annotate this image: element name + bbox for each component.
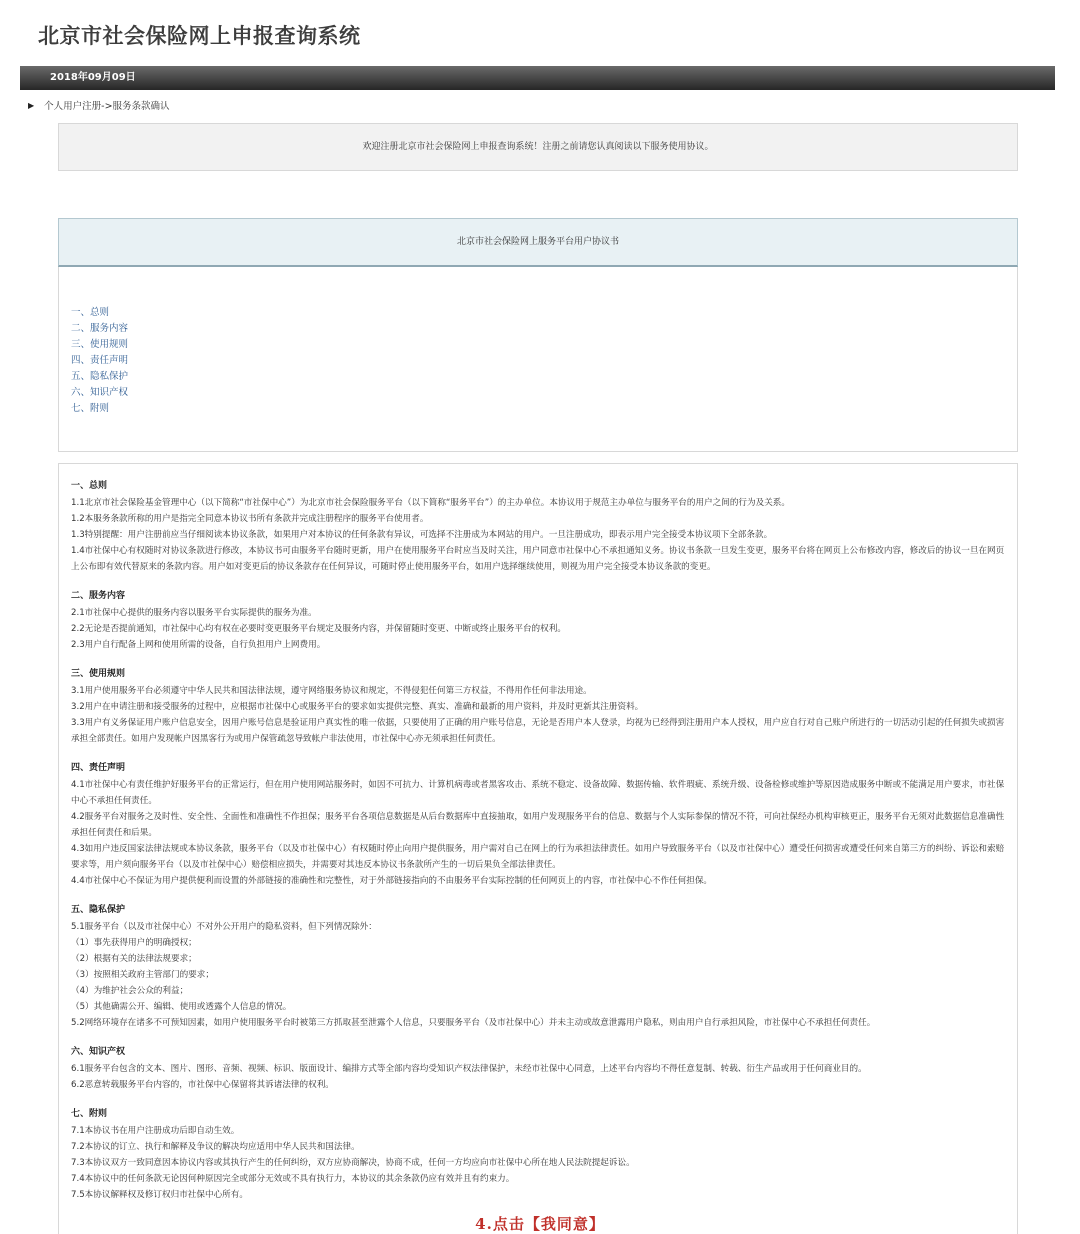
term-item: 2.1市社保中心提供的服务内容以服务平台实际提供的服务为准。: [71, 608, 317, 618]
section-title: 四、责任声明: [71, 763, 126, 773]
terms-content: [58, 463, 1018, 1234]
term-item: 4.4市社保中心不保证为用户提供便利而设置的外部链接的准确性和完整性，对于外部链接指向的不由服务平台实际控制的任何网页上的内容，市社保中心不作任何担保。: [71, 876, 713, 886]
term-item: （5）其他确需公开、编辑、使用或透露个人信息的情况。: [71, 1002, 292, 1012]
term-item: 3.2用户在申请注册和接受服务的过程中，应根据市社保中心或服务平台的要求如实提供完整、真实、准确和最新的用户资料，并及时更新其注册资料。: [71, 702, 644, 712]
section-service-content: [71, 588, 1005, 653]
term-item: 7.2本协议的订立、执行和解释及争议的解决均应适用中华人民共和国法律。: [71, 1142, 360, 1152]
agreement-title: 北京市社会保险网上服务平台用户协议书: [58, 218, 1018, 267]
toc-link-liability[interactable]: 四、责任声明: [71, 355, 129, 366]
term-item: 1.2本服务条款所称的用户是指完全同意本协议书所有条款并完成注册程序的服务平台使用者。: [71, 514, 429, 524]
term-item: 3.1用户使用服务平台必须遵守中华人民共和国法律法规，遵守网络服务协议和规定，不得侵犯任何第三方权益，不得用作任何非法用途。: [71, 686, 592, 696]
section-title: 五、隐私保护: [71, 905, 126, 915]
section-title: 三、使用规则: [71, 669, 126, 679]
section-liability: [71, 760, 1005, 889]
term-item: 4.2服务平台对服务之及时性、安全性、全面性和准确性不作担保；服务平台各项信息数据是从后台数据库中直接抽取，如用户发现服务平台的信息、数据与个人实际参保的情况不符，可向社保经办机构审核更正，服务平台无须对此数据信息准确性承担任何责任和后果。: [71, 812, 1005, 838]
current-date: 2018年09月09日: [50, 72, 136, 83]
toc-link-privacy[interactable]: 五、隐私保护: [71, 371, 129, 382]
term-item: 7.1本协议书在用户注册成功后即自动生效。: [71, 1126, 240, 1136]
breadcrumb-text: 个人用户注册->服务条款确认: [44, 101, 170, 112]
breadcrumb: [28, 98, 170, 112]
term-item: 4.1市社保中心有责任维护好服务平台的正常运行，但在用户使用网站服务时，如因不可抗力、计算机病毒或者黑客攻击、系统不稳定、设备故障、数据传输、软件瑕疵、系统升级、设备检修或维护等原因造成服务中断或不能满足用户要求，市社保中心不承担任何责任。: [71, 780, 1005, 806]
table-of-contents: [58, 267, 1018, 452]
section-title: 七、附则: [71, 1109, 108, 1119]
term-item: 1.1北京市社会保险基金管理中心（以下简称“市社保中心”）为北京市社会保险服务平台（以下简称“服务平台”）的主办单位。本协议用于规范主办单位与服务平台的用户之间的行为及关系。: [71, 498, 790, 508]
welcome-notice: 欢迎注册北京市社会保险网上申报查询系统！注册之前请您认真阅读以下服务使用协议。: [58, 123, 1018, 171]
site-title: 北京市社会保险网上申报查询系统: [38, 24, 361, 48]
section-general: [71, 478, 1005, 575]
section-privacy: [71, 902, 1005, 1031]
instruction-annotation: 4.点击【我同意】: [475, 1215, 605, 1233]
term-item: （1）事先获得用户的明确授权；: [71, 938, 197, 948]
term-item: 1.4市社保中心有权随时对协议条款进行修改，本协议书可由服务平台随时更新，用户在使用服务平台时应当及时关注，用户同意市社保中心不承担通知义务。协议书条款一旦发生变更，服务平台将在网页上公布修改内容，修改后的协议一旦在网页上公布即有效代替原来的条款内容。用户如对变更后的协议条款存在任何异议，可随时停止使用服务平台，如用户选择继续使用，则视为用户完全接受本协议条款的变更。: [71, 546, 1005, 572]
term-item: 6.2恶意转载服务平台内容的，市社保中心保留将其诉诸法律的权利。: [71, 1080, 334, 1090]
section-title: 一、总则: [71, 481, 108, 491]
term-item: （2）根据有关的法律法规要求；: [71, 954, 197, 964]
term-item: （3）按照相关政府主管部门的要求；: [71, 970, 214, 980]
section-usage-rules: [71, 666, 1005, 747]
toc-link-service-content[interactable]: 二、服务内容: [71, 323, 129, 334]
term-item: 7.4本协议中的任何条款无论因何种原因完全或部分无效或不具有执行力，本协议的其余条款仍应有效并且有约束力。: [71, 1174, 515, 1184]
term-item: 5.2网络环境存在诸多不可预知因素，如用户使用服务平台时被第三方抓取甚至泄露个人信息，只要服务平台（及市社保中心）并未主动或故意泄露用户隐私，则由用户自行承担风险，市社保中心不承担任何责任。: [71, 1018, 876, 1028]
section-supplementary: [71, 1106, 1005, 1203]
toc-link-supplementary[interactable]: 七、附则: [71, 403, 110, 414]
section-ip: [71, 1044, 1005, 1093]
term-item: 7.5本协议解释权及修订权归市社保中心所有。: [71, 1190, 248, 1200]
toc-link-usage-rules[interactable]: 三、使用规则: [71, 339, 129, 350]
term-item: 2.3用户自行配备上网和使用所需的设备，自行负担用户上网费用。: [71, 640, 326, 650]
term-item: 6.1服务平台包含的文本、图片、图形、音频、视频、标识、版面设计、编排方式等全部内容均受知识产权法律保护，未经市社保中心同意，上述平台内容均不得任意复制、转载、衍生产品或用于任何商业目的。: [71, 1064, 867, 1074]
term-item: 1.3特别提醒：用户注册前应当仔细阅读本协议条款，如果用户对本协议的任何条款有异议，可选择不注册成为本网站的用户。一旦注册成功，即表示用户完全接受本协议项下全部条款。: [71, 530, 773, 540]
term-item: 5.1服务平台（以及市社保中心）不对外公开用户的隐私资料，但下列情况除外：: [71, 922, 377, 932]
term-item: （4）为维护社会公众的利益；: [71, 986, 189, 996]
term-item: 7.3本协议双方一致同意因本协议内容或其执行产生的任何纠纷，双方应协商解决，协商不成，任何一方均应向市社保中心所在地人民法院提起诉讼。: [71, 1158, 635, 1168]
term-item: 4.3如用户违反国家法律法规或本协议条款，服务平台（以及市社保中心）有权随时停止向用户提供服务，用户需对自己在网上的行为承担法律责任。如用户导致服务平台（以及市社保中心）遭受任何损害或遭受任何来自第三方的纠纷、诉讼和索赔要求等，用户须向服务平台（以及市社保中心）赔偿相应损失，并需要对其违反本协议书条款所产生的一切后果负全部法律责任。: [71, 844, 1005, 870]
term-item: 2.2无论是否提前通知，市社保中心均有权在必要时变更服务平台规定及服务内容，并保留随时变更、中断或终止服务平台的权利。: [71, 624, 566, 634]
triangle-right-icon: ▶: [28, 100, 35, 110]
date-bar: [20, 66, 1055, 90]
section-title: 二、服务内容: [71, 591, 126, 601]
section-title: 六、知识产权: [71, 1047, 126, 1057]
term-item: 3.3用户有义务保证用户账户信息安全，因用户账号信息是验证用户真实性的唯一依据，只要使用了正确的用户账号信息，无论是否用户本人登录，均视为已经得到注册用户本人授权，用户应自行对自己账户所进行的一切活动引起的任何损失或损害承担全部责任。如用户发现帐户因黑客行为或用户保管疏忽导致帐户非法使用，市社保中心亦无须承担任何责任。: [71, 718, 1005, 744]
toc-link-general[interactable]: 一、总则: [71, 307, 110, 318]
toc-link-ip[interactable]: 六、知识产权: [71, 387, 129, 398]
